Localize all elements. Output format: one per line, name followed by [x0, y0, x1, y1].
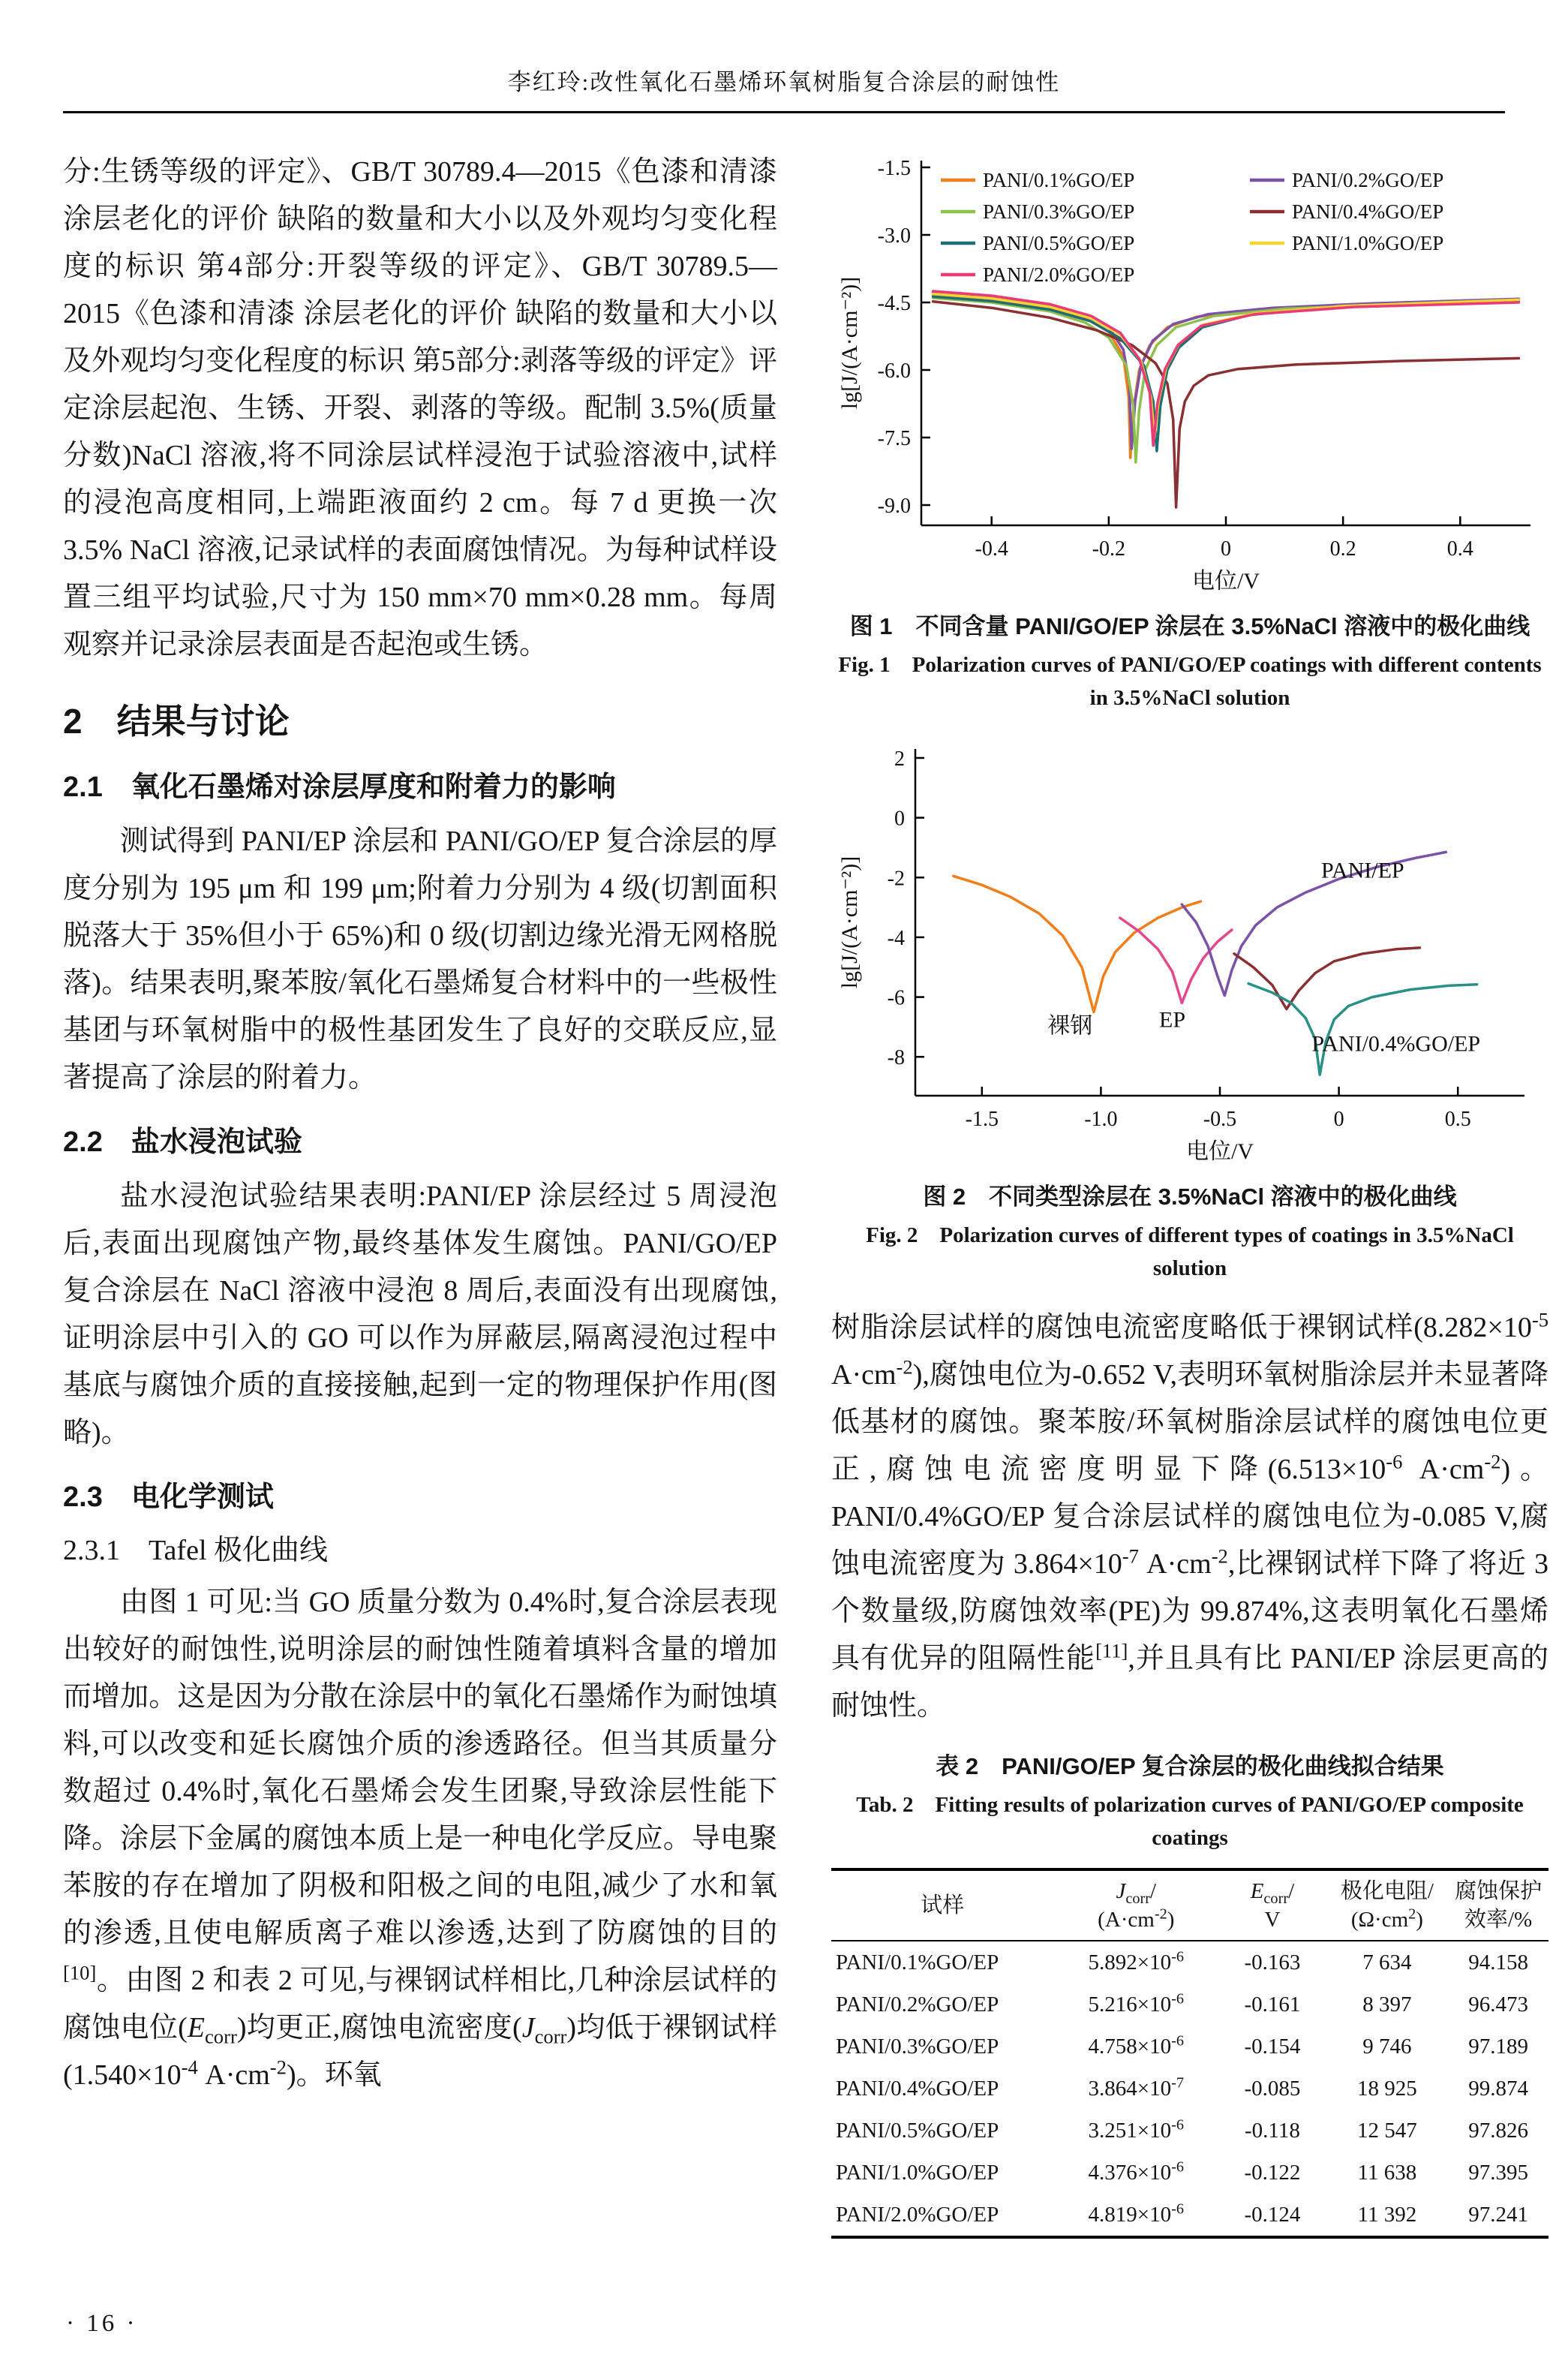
svg-text:lg[J/(A·cm⁻²)]: lg[J/(A·cm⁻²)] — [837, 276, 862, 410]
table-cell: -0.154 — [1244, 2035, 1301, 2059]
table-row — [831, 2194, 1548, 2237]
table-cell: $4.758\times 10^{-6}$ — [1088, 2032, 1185, 2059]
table-row — [831, 1941, 1548, 1984]
paragraph-tafel-discussion: 由图 1 可见:当 GO 质量分数为 0.4%时,复合涂层表现出较好的耐蚀性,说明涂层的耐蚀性随着填料含量的增加而增加。这是因为分散在涂层中的氧化石墨烯作为耐蚀填料,可以改变和延长腐蚀介质的渗透路径。但当其质量分数超过 0.4%时,氧化石墨烯会发生团聚,导致涂层性能下降。涂层下金属的腐蚀本质上是一种电化学反应。导电聚苯胺的存在增加了阴极和阳极之间的电阻,减少了水和氧的渗透,且使电解质离子难以渗透,达到了防腐蚀的目的[10]。由图 2 和表 2 可见,与裸钢试样相比,几种涂层试样的腐蚀电位$(E_{corr})$均更正,腐蚀电流密度$(J_{corr})$均低于裸钢试样($1.540\times 10^{-4}$ $A\cdot cm^{-2}$)。环氧 — [63, 1587, 778, 2091]
table-cell: $5.892\times 10^{-6}$ — [1088, 1948, 1185, 1974]
svg-text:-9.0: -9.0 — [877, 495, 911, 518]
paragraph-salt-immersion: 盐水浸泡试验结果表明:PANI/EP 涂层经过 5 周浸泡后,表面出现腐蚀产物,最终基体发生腐蚀。PANI/GO/EP 复合涂层在 NaCl 溶液中浸泡 8 周后,表面没有出现腐蚀,证明涂层中引入的 GO 可以作为屏蔽层,隔离浸泡过程中基底与腐蚀介质的直接接触,起到一定的物理保护作用(图略)。 — [63, 1180, 777, 1448]
table-row — [831, 2110, 1548, 2152]
section-heading-2-3-1: 2.3.1 Tafel 极化曲线 — [63, 1535, 329, 1566]
svg-text:EP: EP — [1159, 1007, 1186, 1033]
svg-text:PANI/0.4%GO/EP: PANI/0.4%GO/EP — [1311, 1031, 1481, 1057]
table-2 — [831, 1868, 1548, 2239]
table-cell: $4.376\times 10^{-6}$ — [1088, 2158, 1185, 2185]
running-head-title: 李红玲:改性氧化石墨烯环氧树脂复合涂层的耐蚀性 — [507, 69, 1061, 95]
table-cell: 97.395 — [1468, 2161, 1528, 2185]
figure-2-caption-en: Fig. 2 Polarization curves of different types of coatings in 3.5%NaCl solution — [866, 1223, 1514, 1280]
table-column-header: 极化电阻/ $(\Omega\cdot cm^2)$ — [1326, 1869, 1449, 1941]
table-cell: -0.161 — [1244, 1993, 1301, 2017]
page-number: · 16 · — [66, 2310, 138, 2337]
svg-text:PANI/0.4%GO/EP: PANI/0.4%GO/EP — [1292, 200, 1444, 223]
table-cell: 12 547 — [1357, 2119, 1417, 2143]
table-column-header: 腐蚀保护 效率/% — [1448, 1869, 1548, 1941]
svg-text:-0.5: -0.5 — [1203, 1108, 1237, 1131]
svg-text:电位/V: 电位/V — [1186, 1139, 1254, 1164]
svg-text:lg[J/(A·cm⁻²)]: lg[J/(A·cm⁻²)] — [837, 856, 862, 989]
figure-1 — [831, 149, 1548, 714]
figure-1-caption-en: Fig. 1 Polarization curves of PANI/GO/EP coatings with different contents in 3.5%NaCl solution — [838, 653, 1542, 710]
table-cell: 9 746 — [1362, 2035, 1412, 2059]
svg-text:0.2: 0.2 — [1329, 537, 1356, 561]
table-cell: -0.163 — [1244, 1950, 1301, 1974]
right-column — [831, 149, 1548, 2239]
header-rule — [63, 111, 1505, 113]
section-heading-2-1: 2.1 氧化石墨烯对涂层厚度和附着力的影响 — [63, 771, 616, 803]
table-cell: 97.189 — [1468, 2035, 1528, 2059]
table-head-row — [831, 1869, 1548, 1941]
table-2-caption-zh: 表 2 PANI/GO/EP 复合涂层的极化曲线拟合结果 — [936, 1753, 1444, 1779]
table-cell: PANI/0.1%GO/EP — [836, 1950, 999, 1974]
figure-2-chart — [831, 734, 1548, 1169]
table-cell: PANI/1.0%GO/EP — [836, 2161, 999, 2185]
table-column-header: $E_{corr}/$ V — [1218, 1869, 1326, 1941]
figure-2-caption-zh: 图 2 不同类型涂层在 3.5%NaCl 溶液中的极化曲线 — [923, 1183, 1457, 1210]
svg-text:2: 2 — [894, 747, 905, 771]
table-cell: -0.118 — [1245, 2119, 1300, 2143]
svg-text:-6: -6 — [887, 986, 905, 1010]
fig1-svg — [831, 149, 1548, 599]
svg-text:0: 0 — [1221, 537, 1231, 561]
svg-text:-1.0: -1.0 — [1084, 1108, 1118, 1131]
svg-text:0: 0 — [1333, 1108, 1344, 1131]
table-row — [831, 2026, 1548, 2068]
table-cell: PANI/2.0%GO/EP — [836, 2203, 999, 2227]
table-cell: 7 634 — [1362, 1950, 1412, 1974]
table-cell: $4.819\times 10^{-6}$ — [1088, 2200, 1185, 2227]
table-cell: 97.826 — [1468, 2119, 1528, 2143]
table-cell: 11 392 — [1357, 2203, 1417, 2227]
table-cell: PANI/0.2%GO/EP — [836, 1993, 999, 2017]
svg-text:0.4: 0.4 — [1446, 537, 1473, 561]
section-heading-2: 2 结果与讨论 — [63, 702, 290, 741]
svg-text:0.5: 0.5 — [1444, 1108, 1471, 1131]
svg-text:PANI/0.5%GO/EP: PANI/0.5%GO/EP — [983, 232, 1135, 254]
table-row — [831, 2152, 1548, 2194]
svg-text:PANI/0.1%GO/EP: PANI/0.1%GO/EP — [983, 169, 1135, 191]
table-cell: PANI/0.4%GO/EP — [836, 2077, 999, 2101]
svg-text:-1.5: -1.5 — [877, 157, 911, 180]
table-cell: 94.158 — [1468, 1950, 1528, 1974]
table-2-caption-en: Tab. 2 Fitting results of polarization curves of PANI/GO/EP composite coatings — [856, 1793, 1524, 1850]
svg-text:电位/V: 电位/V — [1192, 569, 1260, 594]
fig2-svg — [831, 734, 1548, 1169]
paragraph-thickness-adhesion: 测试得到 PANI/EP 涂层和 PANI/GO/EP 复合涂层的厚度分别为 195 μm 和 199 μm;附着力分别为 4 级(切割面积脱落大于 35%但小于 65%)和 0 级(切割边缘光滑无网格脱落)。结果表明,聚苯胺/氧化石墨烯复合材料中的一些极性基团与环氧树脂中的极性基团发生了良好的交联反应,显著提高了涂层的附着力。 — [63, 826, 777, 1093]
table-column-header: 试样 — [831, 1869, 1053, 1941]
figure-2 — [831, 734, 1548, 1285]
table-row — [831, 2068, 1548, 2110]
svg-text:-6.0: -6.0 — [877, 359, 911, 383]
svg-text:-0.2: -0.2 — [1092, 537, 1126, 561]
svg-text:-1.5: -1.5 — [965, 1108, 999, 1131]
svg-text:PANI/2.0%GO/EP: PANI/2.0%GO/EP — [983, 263, 1135, 286]
table-cell: $3.251\times 10^{-6}$ — [1088, 2116, 1185, 2143]
table-cell: -0.122 — [1244, 2161, 1301, 2185]
figure-1-chart — [831, 149, 1548, 599]
svg-text:PANI/EP: PANI/EP — [1321, 858, 1404, 883]
svg-text:0: 0 — [894, 807, 905, 831]
svg-text:-0.4: -0.4 — [975, 537, 1008, 561]
table-cell: 99.874 — [1468, 2077, 1528, 2101]
svg-text:-3.0: -3.0 — [877, 224, 911, 248]
figure-1-caption-zh: 图 1 不同含量 PANI/GO/EP 涂层在 3.5%NaCl 溶液中的极化曲线 — [849, 613, 1530, 639]
table-cell: -0.124 — [1244, 2203, 1301, 2227]
table-cell: 8 397 — [1362, 1993, 1412, 2017]
svg-text:-4.5: -4.5 — [877, 292, 911, 315]
table-cell: -0.085 — [1244, 2077, 1301, 2101]
svg-text:PANI/1.0%GO/EP: PANI/1.0%GO/EP — [1292, 232, 1444, 254]
table-cell: PANI/0.3%GO/EP — [836, 2035, 999, 2059]
section-heading-2-2: 2.2 盐水浸泡试验 — [63, 1126, 302, 1158]
svg-text:-8: -8 — [887, 1046, 905, 1070]
table-body — [831, 1941, 1548, 2237]
paragraph-results-right: 树脂涂层试样的腐蚀电流密度略低于裸钢试样($8.282\times 10^{-5}$ $A\cdot cm^{-2}$),腐蚀电位为-0.652 V,表明环氧树脂涂层并未显著降低基材的腐蚀。聚苯胺/环氧树脂涂层试样的腐蚀电位更正,腐蚀电流密度明显下降($6.513\times 10^{-6}$ $A\cdot cm^{-2}$)。PANI/0.4%GO/EP 复合涂层试样的腐蚀电位为-0.085 V,腐蚀电流密度为 $3.864\times 10^{-7}$ $A\cdot cm^{-2}$,比裸钢试样下降了将近 3 个数量级,防腐蚀效率(PE)为 99.874%,这表明氧化石墨烯具有优异的阻隔性能[11],并且具有比 PANI/EP 涂层更高的耐蚀性。 — [831, 1308, 1548, 1722]
table-cell: 18 925 — [1357, 2077, 1417, 2101]
paragraph-continued: 分:生锈等级的评定》、GB/T 30789.4—2015《色漆和清漆 涂层老化的评价 缺陷的数量和大小以及外观均匀变化程度的标识 第4部分:开裂等级的评定》、GB/T 30789.5—2015《色漆和清漆 涂层老化的评价 缺陷的数量和大小以及外观均匀变化程度的标识 第5部分:剥落等级的评定》评定涂层起泡、生锈、开裂、剥落的等级。配制 3.5%(质量分数)NaCl 溶液,将不同涂层试样浸泡于试验溶液中,试样的浸泡高度相同,上端距液面约 2 cm。每 7 d 更换一次 3.5% NaCl 溶液,记录试样的表面腐蚀情况。为每种试样设置三组平均试验,尺寸为 150 mm×70 mm×0.28 mm。每周观察并记录涂层表面是否起泡或生锈。 — [63, 156, 777, 660]
svg-text:-7.5: -7.5 — [877, 427, 911, 450]
table-cell: $3.864\times 10^{-7}$ — [1088, 2074, 1185, 2101]
section-heading-2-3: 2.3 电化学测试 — [63, 1481, 274, 1513]
table-cell: 96.473 — [1468, 1993, 1528, 2017]
table-cell: $5.216\times 10^{-6}$ — [1088, 1990, 1185, 2017]
table-row — [831, 1984, 1548, 2026]
svg-text:-4: -4 — [887, 926, 905, 950]
svg-text:裸钢: 裸钢 — [1047, 1013, 1093, 1039]
svg-text:PANI/0.3%GO/EP: PANI/0.3%GO/EP — [983, 200, 1135, 223]
table-column-header: $J_{corr}/$ $(A\cdot cm^{-2})$ — [1053, 1869, 1218, 1941]
table-cell: 97.241 — [1468, 2203, 1528, 2227]
table-cell: PANI/0.5%GO/EP — [836, 2119, 999, 2143]
svg-text:-2: -2 — [887, 867, 905, 891]
svg-text:PANI/0.2%GO/EP: PANI/0.2%GO/EP — [1292, 169, 1444, 191]
table-cell: 11 638 — [1357, 2161, 1417, 2185]
left-column — [63, 149, 777, 2099]
